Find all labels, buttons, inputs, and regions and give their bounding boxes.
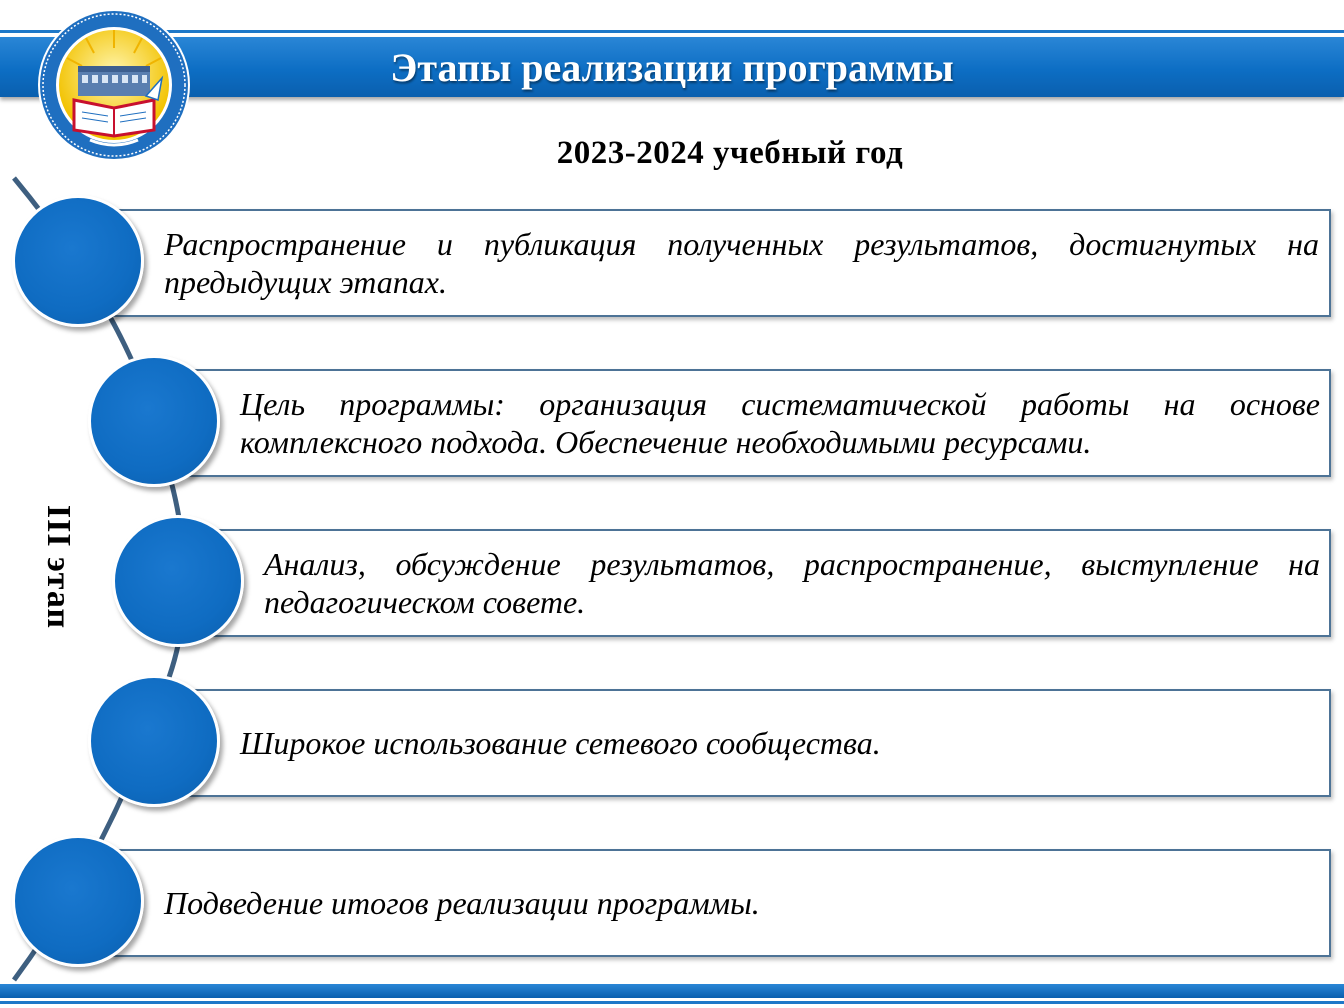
step-text-1: Распространение и публикация полученных результатов, достигнутых на предыдущих этапах. xyxy=(164,226,1319,300)
footer-bar xyxy=(0,984,1344,998)
subtitle-year: 2023-2024 учебный год xyxy=(556,135,904,171)
step-circle-3 xyxy=(112,515,244,647)
page-title: Этапы реализации программы xyxy=(390,45,954,90)
step-text-2: Цель программы: организация систематической работы на основе комплексного подхода. Обеспечение необходимыми ресурсами. xyxy=(240,386,1320,460)
step-circle-1 xyxy=(12,195,144,327)
step-circle-4 xyxy=(88,675,220,807)
stage-label: III этап xyxy=(40,504,77,630)
footer-accent-line xyxy=(0,1001,1344,1004)
step-circle-5 xyxy=(12,835,144,967)
step-text-4: Широкое использование сетевого сообщества. xyxy=(240,725,881,761)
step-text-5: Подведение итогов реализации программы. xyxy=(164,885,760,921)
step-circle-2 xyxy=(88,355,220,487)
step-text-3: Анализ, обсуждение результатов, распространение, выступление на педагогическом совете. xyxy=(264,546,1320,620)
